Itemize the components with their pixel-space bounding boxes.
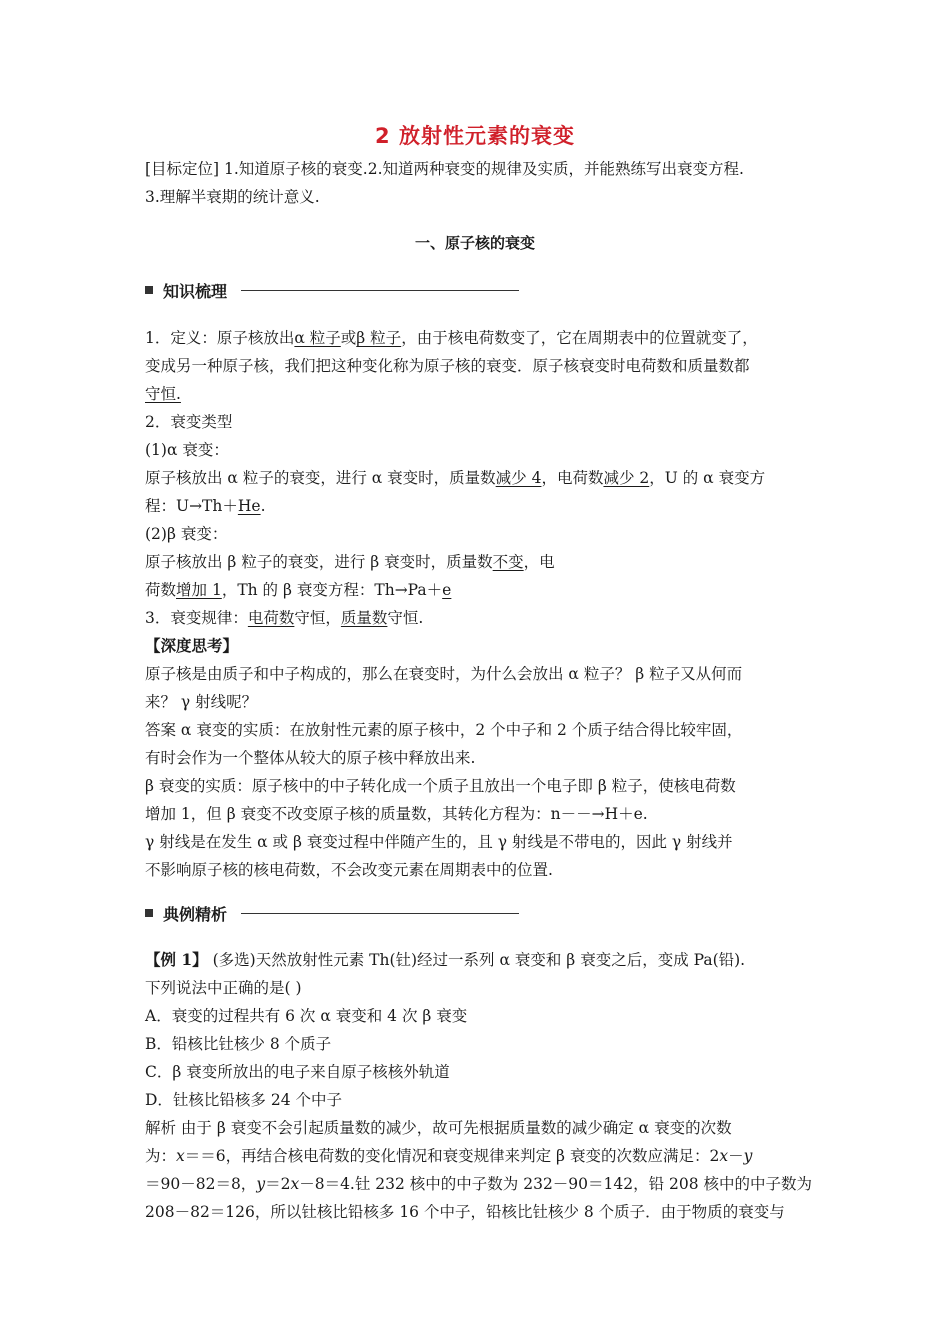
definition-line-1 (145, 324, 815, 352)
answer-line-6: 不影响原子核的核电荷数，不会改变元素在周期表中的位置. (145, 861, 553, 879)
decay-rules-line (145, 604, 815, 632)
text: 3．衰变规律： (145, 609, 248, 627)
alpha-decay-line-2 (145, 492, 815, 520)
option-b: B．铅核比钍核少 8 个质子 (145, 1035, 332, 1053)
option-a: A．衰变的过程共有 6 次 α 衰变和 4 次 β 衰变 (145, 1007, 468, 1025)
page-title: 2 放射性元素的衰变 (375, 124, 575, 148)
text: 1．定义：原子核放出 (145, 329, 295, 347)
blank-answer: 守恒. (145, 385, 181, 403)
example-label: 【例 1】 (145, 950, 208, 969)
text: ＝90－82＝8， (145, 1175, 257, 1193)
variable: x (290, 1175, 300, 1193)
variable: x (719, 1147, 729, 1165)
blank-answer: 不变 (492, 553, 524, 571)
decay-types-heading: 2．衰变类型 (145, 413, 233, 431)
text: ＝2 (265, 1175, 291, 1193)
text: ，由于核电荷数变了，它在周期表中的位置就变了， (401, 329, 758, 347)
example-line-2: 下列说法中正确的是( ) (145, 979, 302, 997)
blank-answer: He (237, 497, 261, 515)
question-line-1: 原子核是由质子和中子构成的，那么在衰变时，为什么会放出 α 粒子？ β 粒子又从何而 (145, 665, 743, 683)
blank-answer: e (442, 581, 452, 599)
section-heading-examples (145, 901, 519, 925)
text: . (260, 497, 266, 515)
text: 原子核放出 β 粒子的衰变，进行 β 衰变时，质量数 (145, 553, 493, 571)
square-bullet-icon (145, 286, 153, 294)
text: 守恒. (387, 609, 424, 627)
beta-decay-heading: (2)β 衰变： (145, 525, 228, 543)
alpha-decay-line-1 (145, 464, 815, 492)
solution-line-3 (145, 1170, 815, 1198)
variable: y (743, 1147, 753, 1165)
blank-answer: 减少 2 (603, 469, 650, 487)
solution-line-4: 208－82＝126，所以钍核比铅核多 16 个中子，铅核比钍核少 8 个质子．由于物质的衰变与 (145, 1203, 785, 1221)
answer-line-5: γ 射线是在发生 α 或 β 衰变过程中伴随产生的，且 γ 射线是不带电的，因此 γ 射线并 (145, 833, 733, 851)
text: ，Th 的 β 衰变方程：Th→Pa＋ (221, 581, 443, 599)
option-d: D．钍核比铅核多 24 个中子 (145, 1091, 343, 1109)
square-bullet-icon (145, 909, 153, 917)
question-line-2: 来？ γ 射线呢？ (145, 693, 258, 711)
blank-answer: 增加 1 (176, 581, 222, 599)
solution-line-2 (145, 1142, 815, 1170)
text: － (728, 1147, 744, 1165)
subsection-heading: 一、原子核的衰变 (414, 234, 535, 252)
variable: y (256, 1175, 266, 1193)
text: 为： (145, 1147, 177, 1165)
text: 程：U→Th＋ (145, 497, 238, 515)
example-body (145, 946, 815, 1226)
answer-line-4: 增加 1，但 β 衰变不改变原子核的质量数，其转化方程为：n－－→H＋e. (145, 805, 648, 823)
blank-answer: 质量数 (340, 609, 388, 627)
answer-line-3: β 衰变的实质：原子核中的中子转化成一个质子且放出一个电子即 β 粒子，使核电荷数 (145, 777, 736, 795)
text: 守恒， (294, 609, 341, 627)
blank-answer: 减少 4 (495, 469, 542, 487)
text: 或 (340, 329, 357, 347)
text: ，电荷数 (541, 469, 604, 487)
definition-line-2: 变成另一种原子核，我们把这种变化称为原子核的衰变．原子核衰变时电荷数和质量数都 (145, 357, 750, 375)
text: －8＝4.钍 232 核中的中子数为 232－90＝142，铅 208 核中的中子数为 (299, 1175, 813, 1193)
text: ＝＝6，再结合核电荷数的变化情况和衰变规律来判定 β 衰变的次数应满足：2 (184, 1147, 720, 1165)
option-c: C．β 衰变所放出的电子来自原子核核外轨道 (145, 1063, 450, 1081)
text: ，U 的 α 衰变方 (649, 469, 766, 487)
answer-line-1: 答案 α 衰变的实质：在放射性元素的原子核中，2 个中子和 2 个质子结合得比较牢固， (145, 721, 743, 739)
learning-goals (145, 155, 815, 211)
beta-decay-line-1 (145, 548, 815, 576)
section-rule (241, 290, 519, 291)
example-line-1 (145, 946, 815, 974)
text: 原子核放出 α 粒子的衰变，进行 α 衰变时，质量数 (145, 469, 496, 487)
text: (多选)天然放射性元素 Th(钍)经过一系列 α 衰变和 β 衰变之后，变成 Pa(铅). (207, 951, 746, 969)
section-label: 典例精析 (163, 904, 228, 924)
blank-answer: 电荷数 (247, 609, 295, 627)
section-label: 知识梳理 (163, 281, 228, 301)
blank-answer: α 粒子 (294, 329, 341, 347)
text: ，电 (523, 553, 555, 571)
section-heading-knowledge (145, 278, 519, 302)
definition-line-3 (145, 380, 815, 408)
goals-line-2: 3.理解半衰期的统计意义. (145, 188, 320, 206)
goals-line-1: [目标定位] 1.知道原子核的衰变.2.知道两种衰变的规律及实质，并能熟练写出衰变方程. (145, 160, 744, 178)
section-rule (241, 913, 519, 914)
alpha-decay-heading: (1)α 衰变： (145, 441, 229, 459)
blank-answer: β 粒子 (356, 329, 402, 347)
answer-line-2: 有时会作为一个整体从较大的原子核中释放出来. (145, 749, 476, 767)
solution-line-1: 解析 由于 β 衰变不会引起质量数的减少，故可先根据质量数的减少确定 α 衰变的次数 (145, 1119, 732, 1137)
deep-think-heading: 【深度思考】 (145, 636, 239, 655)
knowledge-body (145, 324, 815, 884)
text: 荷数 (145, 581, 177, 599)
beta-decay-line-2 (145, 576, 815, 604)
variable: x (176, 1147, 185, 1165)
